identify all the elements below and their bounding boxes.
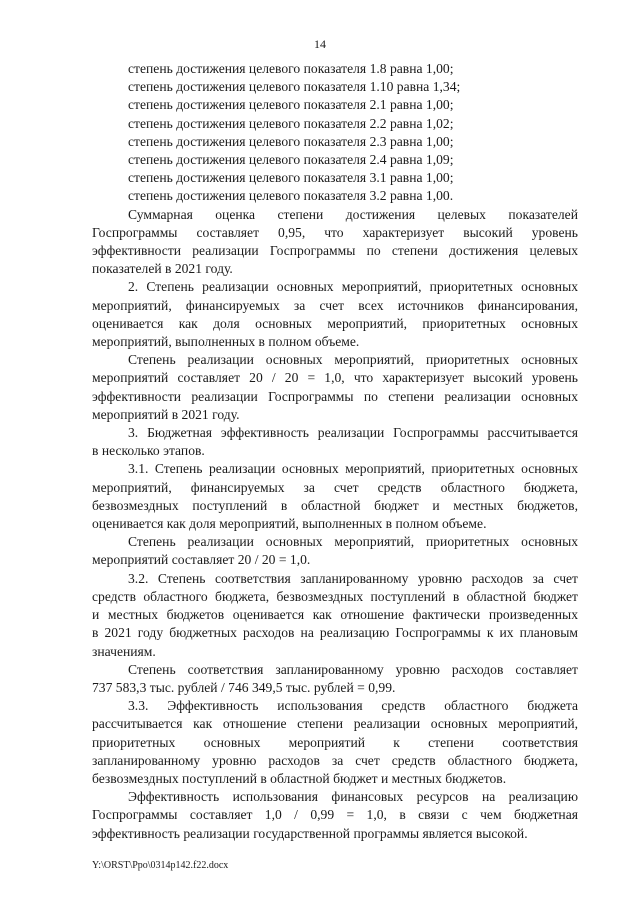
paragraph-line: в несколько этапов. [92,443,205,459]
paragraph-line: рассчитывается как отношение степени реализации основных мероприятий, [92,716,578,732]
paragraph-line: в 2021 году бюджетных расходов на реализацию Госпрограммы к их плановым [92,625,578,641]
paragraph-section-3-2 [92,570,578,661]
paragraph-line: безвозмездных поступлений в областной бюджет и местных бюджетов. [92,770,507,786]
footer-file-path: Y:\ORST\Ppo\0314p142.f22.docx [92,860,229,871]
paragraph-line: Госпрограммы составляет 0,95, что характеризует высокий уровень [92,224,578,240]
list-item: степень достижения целевого показателя 1.8 равна 1,00; [128,61,454,76]
list-item: степень достижения целевого показателя 2.2 равна 1,02; [128,115,454,131]
list-item: степень достижения целевого показателя 2.4 равна 1,09; [128,152,454,168]
paragraph-line: 737 583,3 тыс. рублей / 746 349,5 тыс. рублей = 0,99. [92,679,396,695]
paragraph-line: мероприятий, финансируемых за счет средств областного бюджета, [92,479,578,495]
paragraph-line: мероприятий составляет 20 / 20 = 1,0, что характеризует высокий уровень [92,370,578,386]
paragraph-section-3-2-result [92,661,578,697]
paragraph-line: значениям. [92,643,156,659]
paragraph-line: показателей в 2021 году. [92,261,233,277]
paragraph-line: Степень реализации основных мероприятий, приоритетных основных [128,534,578,550]
paragraph-line: Степень соответствия запланированному уровню расходов составляет [128,661,578,677]
paragraph-line: средств областного бюджета, безвозмездных поступлений в областной бюджет [92,588,578,604]
paragraph-line: и местных бюджетов оценивается как отношение фактически произведенных [92,607,578,623]
paragraph-line: оценивается как доля мероприятий, выполненных в полном объеме. [92,516,487,532]
list-item: степень достижения целевого показателя 2.3 равна 1,00; [128,133,454,149]
list-item: степень достижения целевого показателя 3.2 равна 1,00. [128,188,454,204]
paragraph-line: мероприятий в 2021 году. [92,406,240,422]
paragraph-section-3-1-result [92,533,578,569]
list-item: степень достижения целевого показателя 2.1 равна 1,00; [128,97,454,113]
paragraph-line: мероприятий, финансируемых за счет всех источников финансирования, [92,297,578,313]
document-body [92,60,578,843]
paragraph-budget-efficiency-result [92,788,578,843]
paragraph-section-3-1 [92,460,578,533]
list-item: степень достижения целевого показателя 1.10 равна 1,34; [128,79,461,95]
indicator-list [92,60,578,206]
paragraph-summary-assessment [92,206,578,279]
page-number: 14 [314,37,326,51]
paragraph-line: 3. Бюджетная эффективность реализации Госпрограммы рассчитывается [128,425,578,441]
paragraph-line: 3.1. Степень реализации основных мероприятий, приоритетных основных [128,461,578,477]
paragraph-line: 3.2. Степень соответствия запланированному уровню расходов за счет [128,570,578,586]
paragraph-line: Эффективность использования финансовых ресурсов на реализацию [128,789,578,805]
paragraph-line: оценивается как доля основных мероприятий, приоритетных основных [92,315,578,331]
paragraph-line: эффективности реализации Госпрограммы по степени реализации основных [92,388,578,404]
paragraph-section-2-result [92,351,578,424]
paragraph-line: Госпрограммы составляет 1,0 / 0,99 = 1,0, в связи с чем бюджетная [92,807,578,823]
paragraph-line: эффективности реализации Госпрограммы по степени достижения целевых [92,243,578,259]
paragraph-line: мероприятий составляет 20 / 20 = 1,0. [92,552,311,568]
paragraph-line: Степень реализации основных мероприятий, приоритетных основных [128,352,578,368]
paragraph-line: эффективность реализации государственной программы является высокой. [92,825,528,841]
paragraph-line: запланированному уровню расходов за счет средств областного бюджета, [92,752,578,768]
list-item: степень достижения целевого показателя 3.1 равна 1,00; [128,170,454,186]
paragraph-line: 3.3. Эффективность использования средств областного бюджета [128,698,578,714]
paragraph-section-3-3 [92,697,578,788]
paragraph-section-2 [92,278,578,351]
paragraph-line: мероприятий, выполненных в полном объеме. [92,334,360,350]
paragraph-line: безвозмездных поступлений в областной бюджет и местных бюджетов, [92,497,578,513]
paragraph-section-3 [92,424,578,460]
paragraph-line: 2. Степень реализации основных мероприятий, приоритетных основных [128,279,578,295]
paragraph-line: Суммарная оценка степени достижения целевых показателей [128,206,578,222]
paragraph-line: приоритетных основных мероприятий к степени соответствия [92,734,578,750]
